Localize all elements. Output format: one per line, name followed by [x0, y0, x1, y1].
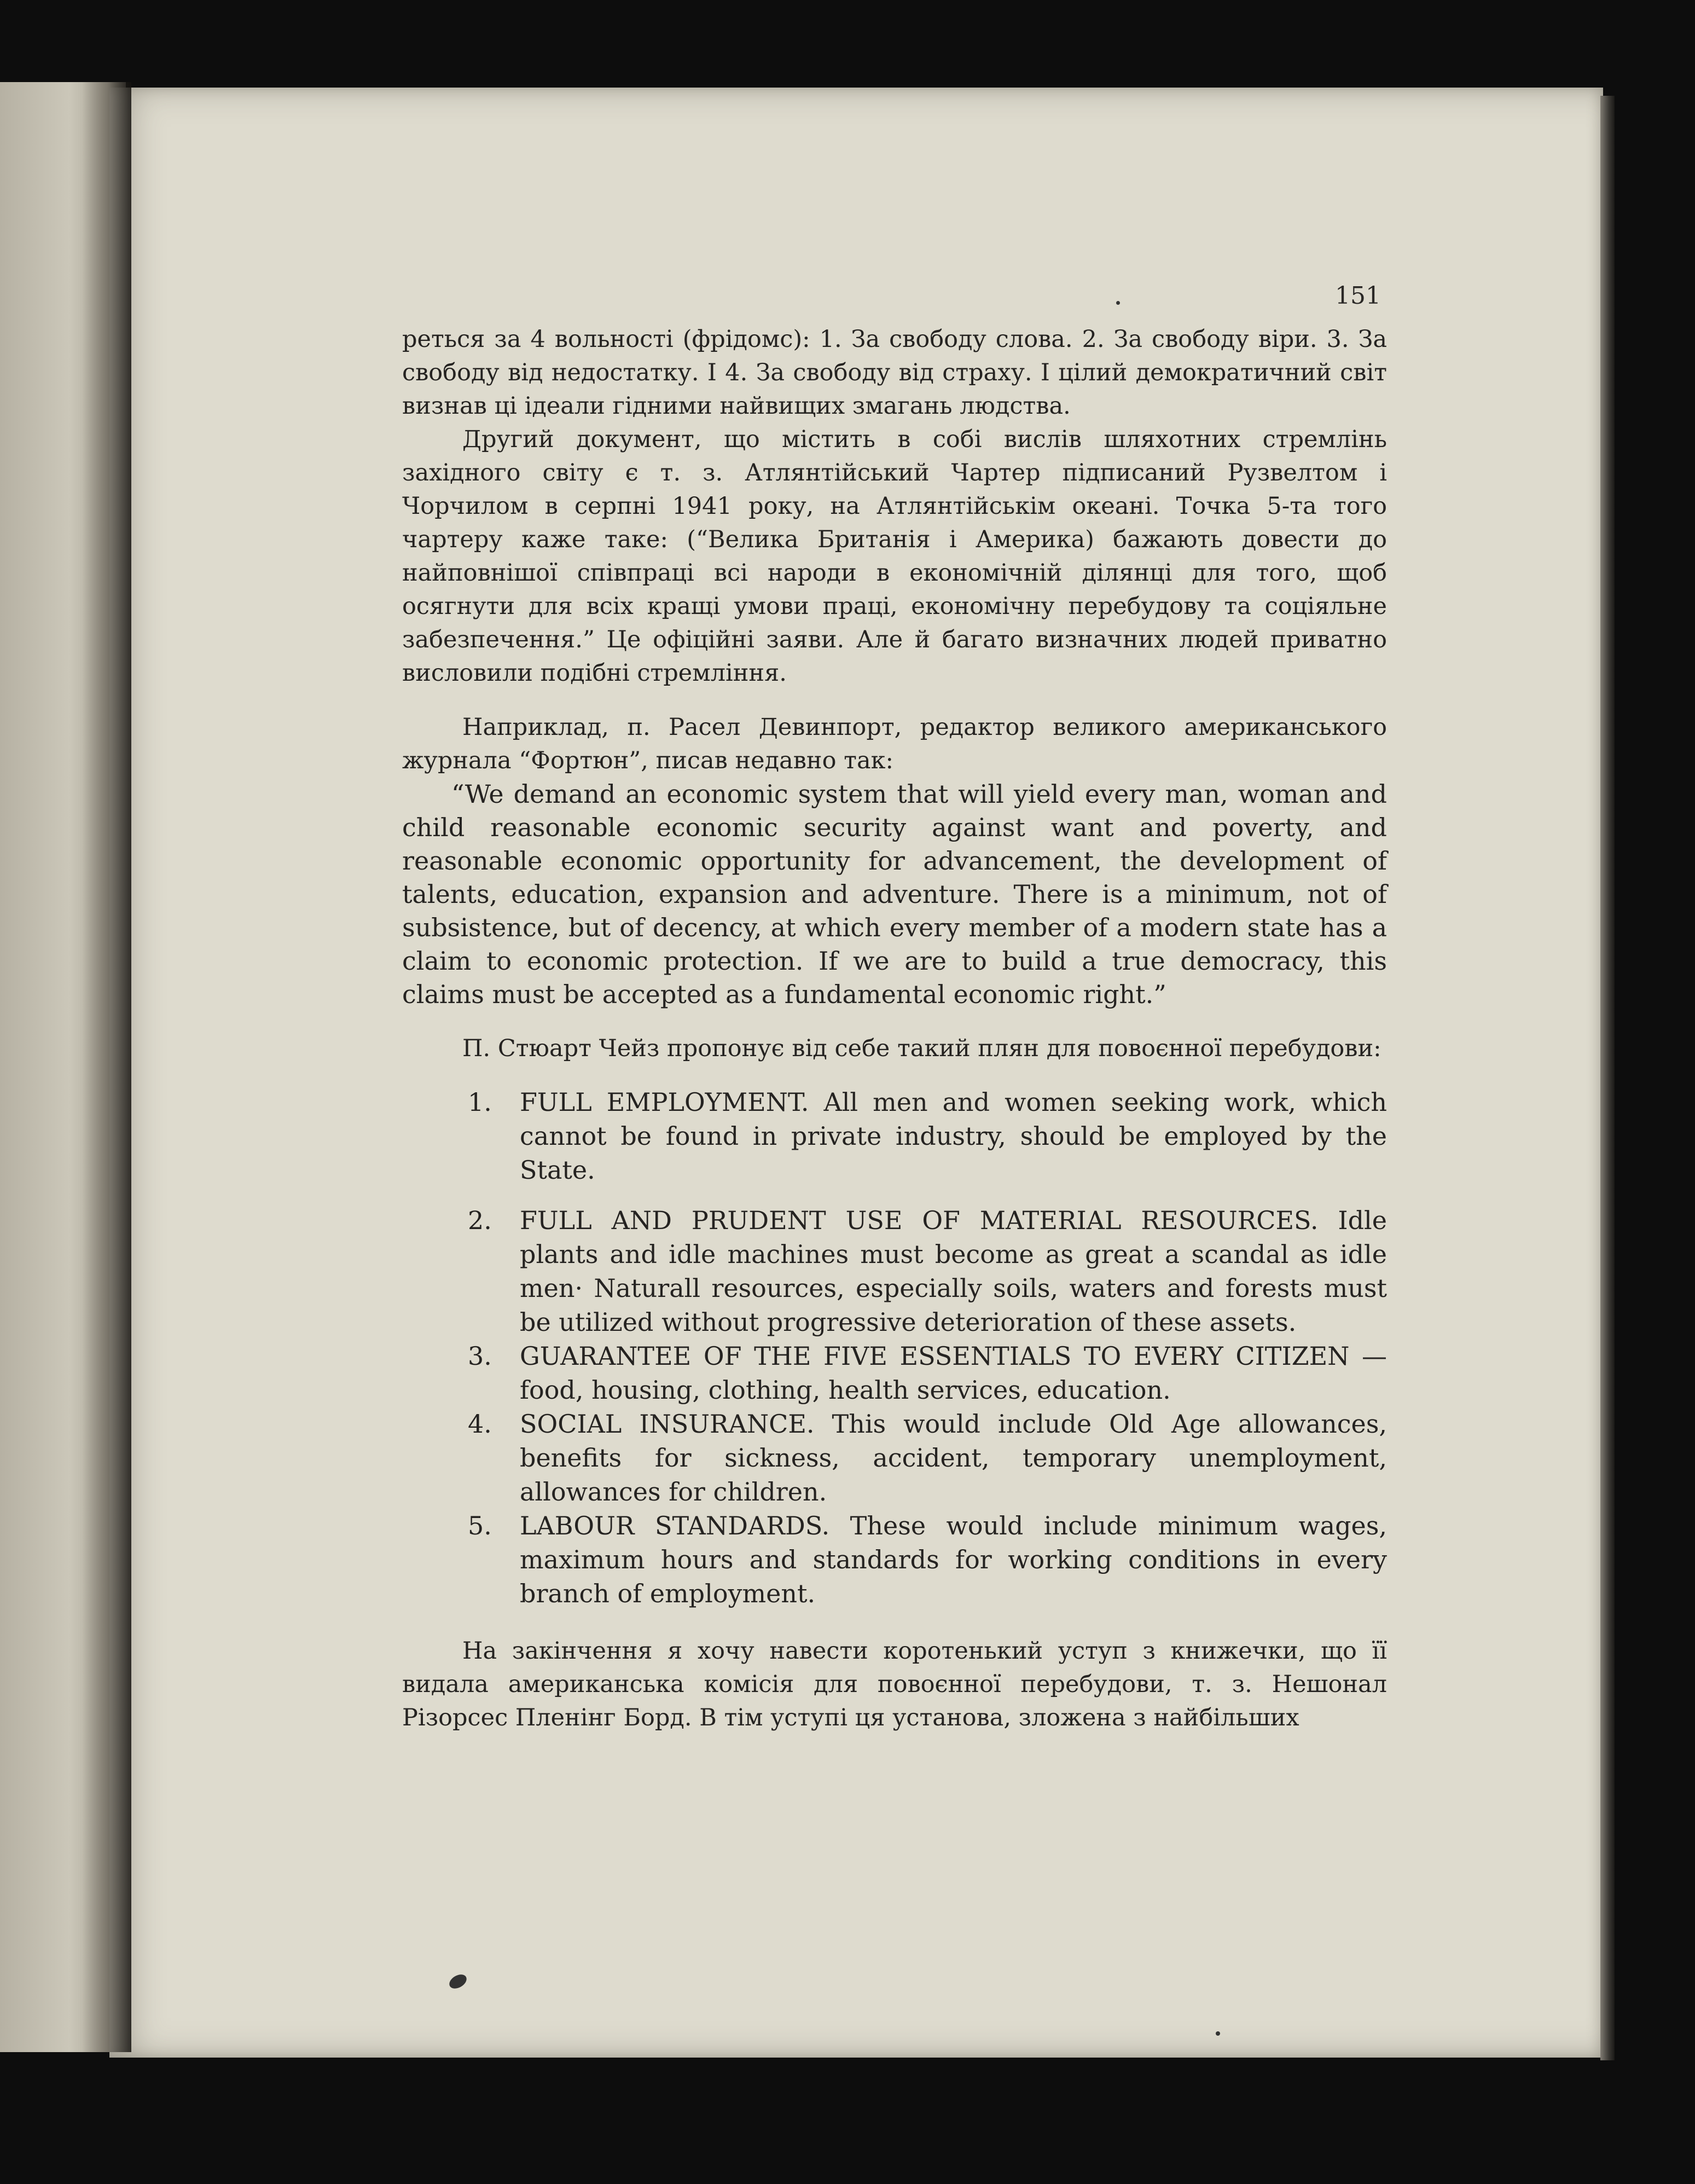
paragraph-closing: На закінчення я хочу навести коротенький уступ з книжечки, що її видала американська комісія для повоєнної перебудови, т. з. Нешонал Різорсес Пленінг Борд. В тім уступі ця установа, зложена з найбільших — [402, 1637, 1387, 1731]
list-item — [468, 1085, 1387, 1187]
paper-speck — [1216, 2031, 1220, 2036]
chase-plan-list — [402, 1085, 1387, 1611]
list-item-number: 1. — [468, 1087, 492, 1117]
list-item — [468, 1509, 1387, 1611]
list-item-text: SOCIAL INSURANCE. This would include Old Age allowances, benefits for sickness, accident, temporary unemployment, allowances for children. — [520, 1409, 1387, 1507]
page-body — [402, 323, 1387, 1735]
paragraph-atlantic-charter: Другий документ, що містить в собі вислів шляхотних стремлінь західного світу є т. з. Атлянтійський Чартер підписаний Рузвелтом і Чорчилом в серпні 1941 року, на Атлянтійськім океані. Точка 5-та того чартеру каже таке: (“Велика Британія і Америка) бажають довести до найповнішої співпраці всі народи в економічній ділянці для того, щоб осягнути для всіх кращі умови праці, економічну перебудову та соціяльне забезпечення.” Це офіційні заяви. Але й багато визначних людей приватно висловили подібні стремління. — [402, 426, 1387, 687]
quote-english: “We demand an economic system that will yield every man, woman and child reasonable economic security against want and poverty, and reasonable economic opportunity for advancement, the development of talents, education, expansion and adventure. There is a minimum, not of subsistence, but of decency, at which every member of a modern state has a claim to economic protection. If we are to build a true democracy, this claims must be accepted as a fundamental economic right.” — [402, 779, 1387, 1009]
list-item-text: FULL AND PRUDENT USE OF MATERIAL RESOURCES. Idle plants and idle machines must become as great a scandal as idle men· Naturall resources, especially soils, waters and forests must be utilized without progressive deterioration of these assets. — [520, 1206, 1387, 1337]
list-item-number: 3. — [468, 1341, 492, 1371]
list-item-number: 4. — [468, 1409, 492, 1439]
list-item-number: 2. — [468, 1206, 492, 1235]
paper-speck — [1116, 301, 1120, 305]
paragraph-freedoms: реться за 4 вольності (фрідомс): 1. За свободу слова. 2. За свободу віри. 3. За свободу від недостатку. І 4. За свободу від страху. І цілий демократичний світ визнав ці ідеали гідними найвищих змагань людства. — [402, 326, 1387, 420]
list-item — [468, 1407, 1387, 1509]
page-number: 151 — [1335, 282, 1381, 310]
list-item — [468, 1203, 1387, 1339]
page-stack-edge — [1600, 96, 1615, 2060]
list-item-text: LABOUR STANDARDS. These would include minimum wages, maximum hours and standards for working conditions in every branch of employment. — [520, 1511, 1387, 1608]
list-item-text: GUARANTEE OF THE FIVE ESSENTIALS TO EVERY CITIZEN — food, housing, clothing, health services, education. — [520, 1341, 1387, 1405]
list-item-text: FULL EMPLOYMENT. All men and women seeking work, which cannot be found in private industry, should be employed by the State. — [520, 1087, 1387, 1185]
list-item — [468, 1339, 1387, 1407]
book-gutter — [82, 82, 131, 2052]
paragraph-davenport-intro: Наприклад, п. Расел Девинпорт, редактор великого американського журнала “Фортюн”, писав недавно так: — [402, 714, 1387, 774]
list-item-number: 5. — [468, 1511, 492, 1540]
paragraph-chase-intro: П. Стюарт Чейз пропонує від себе такий плян для повоєнної перебудови: — [462, 1035, 1381, 1062]
